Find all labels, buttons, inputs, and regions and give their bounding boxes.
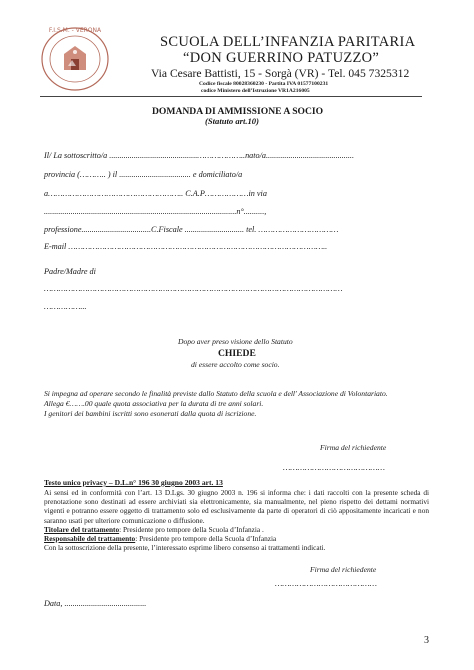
school-name: SCUOLA DELL’INFANZIA PARITARIA [160, 34, 416, 50]
privacy-holder [44, 525, 429, 534]
form-line-child-name-cont[interactable]: ……………... [44, 302, 87, 311]
privacy-manager-text: : Presidente pro tempore della Scuola d’Infanzia [135, 534, 277, 543]
school-codes-ministry: codice Ministero dell’Istruzione VR1A216005 [201, 88, 310, 94]
privacy-holder-label: Titolare del trattamento [44, 525, 120, 534]
school-address: Via Cesare Battisti, 15 - Sorgà (VR) - Tel. 045 7325312 [151, 67, 410, 80]
privacy-body: Ai sensi ed in conformità con l’art. 13 D.Lgs. 30 giugno 2003 n. 196 si informa che: i dati raccolti con la presente scheda di prenotazione sono destinati ad essere archiviati sia elettronicamente, sia manualmente, nel pieno rispetto dei dettami normativi vigenti e potranno essere oggetto di trattamento solo ed esclusivamente da parte di operatori di ciò appositamente incaricati e non saranno usati per ulteriore comunicazione o diffusione. [44, 488, 429, 525]
privacy-manager [44, 534, 429, 543]
statement-object: di essere accolto come socio. [191, 360, 280, 369]
statement-verb: CHIEDE [218, 348, 256, 359]
privacy-title: Testo unico privacy – D.L.n° 196 30 giugno 2003 art. 13 [44, 478, 223, 487]
form-label-parent-of: Padre/Madre di [44, 267, 96, 276]
form-line-name-birth[interactable]: Il/ La sottoscritto/a ...........................................………………..nato/a........................................... [44, 151, 355, 160]
signature-label: Firma del richiedente [320, 443, 387, 452]
form-line-email[interactable]: E-mail …………………………………………………………………………………………….. [44, 242, 328, 251]
page-number: 3 [424, 635, 429, 646]
privacy-holder-text: : Presidente pro tempore della Scuola d’Infanzia . [119, 525, 264, 534]
privacy-manager-label: Responsabile del trattamento [44, 534, 136, 543]
date-field[interactable]: Data, ........................................ [44, 599, 147, 608]
commitment-line-1: Si impegna ad operare secondo le finalità previste dallo Statuto della scuola e dell' Associazione di Volontariato. [44, 389, 388, 398]
document-title: DOMANDA DI AMMISSIONE A SOCIO [152, 106, 324, 117]
form-line-profession-cf-tel[interactable]: professione..................................C.Fiscale ............................. tel. …………………………… [44, 225, 339, 234]
form-line-province-domicile[interactable]: provincia (……….. ) il ................................... e domiciliato/a [44, 170, 243, 179]
statement-intro: Dopo aver preso visione dello Statuto [178, 337, 293, 346]
document-subtitle: (Statuto art.10) [205, 116, 259, 126]
header-divider [40, 96, 422, 97]
school-subname: “DON GUERRINO PATUZZO” [183, 50, 380, 66]
form-line-city-cap-street[interactable]: a……………………………………………….. C.A.P………………in via [44, 189, 267, 198]
school-codes-fiscal: Codice fiscale 80028360230 - Partita IVA 01577100231 [199, 81, 329, 87]
privacy-consent: Con la sottoscrizione della presente, l’interessato esprime libero consenso ai trattamenti indicati. [44, 543, 326, 552]
commitment-line-2: Allega €…….00 quale quota associativa per la durata di tre anni solari. [44, 399, 264, 408]
form-line-street-number[interactable]: ..............................................................................................n°.........., [44, 207, 267, 216]
signature2-label: Firma del richiedente [310, 565, 377, 574]
school-logo [40, 26, 110, 92]
logo-text: F.I.S.M. - VERONA [48, 27, 102, 34]
commitment-line-3: I genitori dei bambini iscritti sono esonerati dalla quota di iscrizione. [44, 409, 257, 418]
form-line-child-name[interactable]: …………………………………………………………………………………………………………… [44, 284, 343, 293]
signature2-field[interactable]: …………………………………… [275, 579, 377, 588]
signature-field[interactable]: …………………………………… [283, 463, 385, 472]
